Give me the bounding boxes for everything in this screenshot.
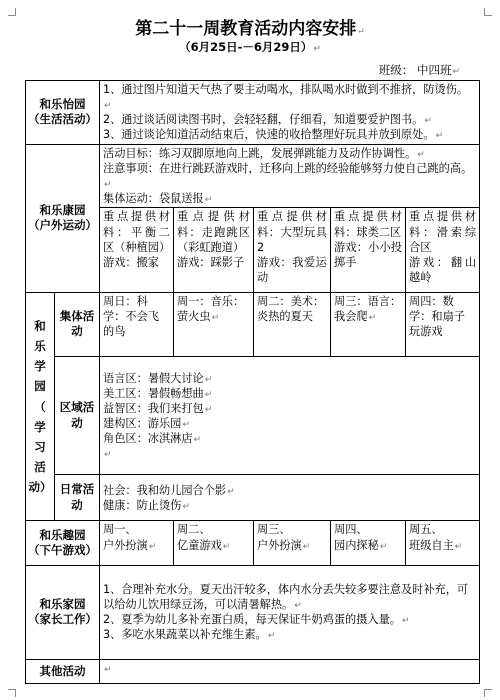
date-range: （6月25日-－6月29日）↵ (179, 40, 321, 54)
outdoor-section-label: 和乐康园 （户外运动） (26, 144, 100, 292)
learning-section-label: 和 乐 学 园 （ 学 习 活 动） (26, 292, 55, 521)
afternoon-day-cell: 周四、 园内探秘↵ (331, 521, 406, 565)
learning-daily-row (26, 475, 480, 521)
area-item: 建构区：游乐园↵ (103, 417, 190, 431)
class-line: 班级： 中四班↵ (378, 63, 460, 77)
group-day-cell: 周二：美术：炎热的夏天 (254, 292, 331, 356)
learning-group-row (26, 292, 480, 356)
family-section-label: 和乐家园 （家长工作） (26, 565, 100, 659)
outdoor-area-cell: 重点提供材料：球类二区 游戏：小小投掷手 (331, 208, 406, 292)
life-item: 3、通过谈论知道活动结束后，快速的收拾整理好玩具并放到原处。↵ (103, 128, 444, 142)
outdoor-area-cell: 重点提供材料：平衡二区（种植园） 游戏：搬家 (100, 208, 174, 292)
area-item: 角色区：冰淇淋店↵ (103, 432, 202, 446)
group-day-cell: 周一：音乐：萤火虫↵ (174, 292, 254, 356)
other-section-label: 其他活动 (26, 659, 100, 683)
outdoor-summary (100, 144, 480, 208)
afternoon-section-label: 和乐趣园 （下午游戏） (26, 521, 100, 565)
outdoor-area-cell: 重点提供材料：走跑跳区（彩虹跑道） 游戏：踩影子 (174, 208, 254, 292)
outdoor-area-cell: 重点提供材料：大型玩具2 游戏：我爱运动 (254, 208, 331, 292)
area-item: 语言区：暑假大讨论↵ (103, 371, 213, 385)
afternoon-day-cell: 周五、 班级自主↵ (406, 521, 480, 565)
life-section-label: 和乐怡园 （生活活动） (26, 81, 100, 145)
life-item: 1、通过图片知道天气热了要主动喝水，排队喝水时做到不推挤，防烫伤。↵ (103, 83, 469, 112)
learning-daily-content (100, 475, 480, 521)
group-day-cell: 周三：语言：我会爬↵ (331, 292, 406, 356)
learning-area-label: 区域活动 (55, 356, 100, 474)
life-section-row (26, 81, 480, 145)
life-item: 2、通过谈话阅读图书时，会轻轻翻，仔细看，知道要爱护图书。↵ (103, 113, 432, 127)
outdoor-group: 集体运动：袋鼠送报↵ (103, 192, 213, 206)
afternoon-day-cell: 周二、 亿童游戏↵ (174, 521, 254, 565)
class-label: 班级： (378, 63, 414, 77)
learning-group-label: 集体活动 (55, 292, 100, 356)
afternoon-day-cell: 周三、 户外扮演↵ (254, 521, 331, 565)
afternoon-day-cell: 周一、 户外扮演↵ (100, 521, 174, 565)
life-section-content (100, 81, 480, 145)
area-item: 益智区：我们来打包↵ (103, 402, 213, 416)
outdoor-area-cell: 重点提供材料：滑索综合区 游戏：翻山越岭 (406, 208, 480, 292)
family-item: 1、合理补充水分。夏天出汗较多，体内水分丢失较多要注意及时补充，可以给幼儿饮用绿豆汤，可以清暑解热。↵ (103, 582, 469, 612)
schedule-table (25, 80, 480, 684)
daily-item: 社会：我和幼儿园合个影↵ (103, 483, 235, 497)
afternoon-section-row (26, 521, 480, 565)
group-day-cell: 周四：数学：和扇子玩游戏 (406, 292, 480, 356)
learning-daily-label: 日常活动 (55, 475, 100, 521)
learning-area-row (26, 356, 480, 474)
other-section-content: ↵ (100, 659, 480, 683)
daily-item: 健康：防止烫伤↵ (103, 498, 190, 512)
document-title: 第二十一周教育活动内容安排↵ (135, 19, 365, 39)
family-section-content (100, 565, 480, 659)
outdoor-goal: 活动目标：练习双脚原地向上跳，发展弹跳能力及动作协调性。↵ (103, 146, 425, 160)
group-day-cell: 周日：科学：不会飞的鸟 (100, 292, 174, 356)
learning-area-content: 语言区：暑假大讨论↵ 美工区：暑假畅想曲↵ 益智区：我们来打包↵ 建构区：游乐园↵ 角色区：冰淇淋店↵ ↵ (100, 356, 480, 474)
family-item: 2、夏季为幼儿多补充蛋白质，每天保证牛奶鸡蛋的摄入量。↵ (103, 613, 410, 627)
page-corner-mark (8, 689, 16, 697)
other-section-row (26, 659, 480, 683)
class-name: 中四班 (416, 63, 452, 77)
outdoor-section-row (26, 144, 480, 208)
family-item: 3、多吃水果蔬菜以补充维生素。↵ (103, 628, 276, 642)
area-item: 美工区：暑假畅想曲↵ (103, 386, 213, 400)
outdoor-notice: 注意事项：在进行跳跃游戏时，迁移向上跳的经验能够努力使自己跳的高。↵ (103, 161, 473, 190)
family-section-row (26, 565, 480, 659)
page-corner-mark (484, 689, 492, 697)
